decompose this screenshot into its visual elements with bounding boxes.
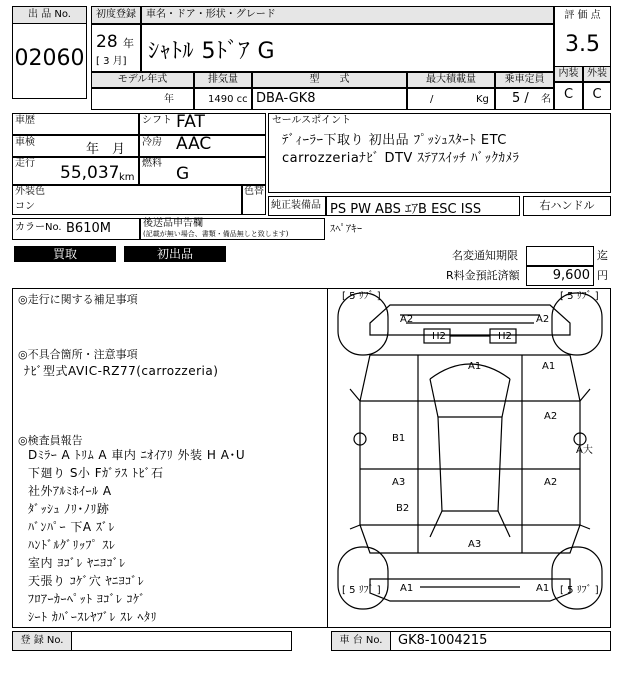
later-equip-note: (記載が無い場合、書類・備品無しと致します): [143, 230, 289, 238]
type-value: DBA-GK8: [256, 91, 316, 106]
exterior-label: 外装: [583, 66, 611, 82]
shift-value: FAT: [176, 112, 205, 132]
ac-value: AAC: [176, 134, 212, 154]
first-reg-label: 初度登録: [91, 6, 141, 24]
mark-b2-left-quarter: B2: [396, 503, 410, 514]
tire-rear-right: [552, 547, 602, 609]
handle-value: 右ハンドル: [539, 199, 595, 212]
inspector-line: ﾌﾛｱｰｶｰﾍﾟｯﾄ ﾖｺﾞﾚ ｺｹﾞ: [28, 592, 146, 606]
name-change-label: 名変通知期限: [452, 249, 518, 262]
inspector-line: ﾊﾝﾄﾞﾙｸﾞﾘｯﾌﾟ ｽﾚ: [28, 538, 116, 552]
lot-label: 出 品 No.: [12, 6, 87, 24]
mark-a1-hood: A1: [468, 361, 482, 372]
inspection-label: 車検: [15, 137, 35, 148]
capacity-value: 5 /: [512, 91, 529, 106]
max-load-label: 最大積載量: [407, 72, 495, 88]
year-value: 28 年: [96, 32, 135, 52]
score-label: 評 価 点: [564, 10, 601, 21]
tire-label-rr: [ 5 ﾘﾌﾞ ]: [560, 585, 599, 596]
inspector-line: ﾊﾞﾝﾊﾟｰ 下A ｽﾞﾚ: [28, 520, 115, 534]
mark-a2-right-door: A2: [544, 411, 558, 422]
model-year-cell: [91, 88, 194, 110]
mark-a-large: A大: [576, 445, 593, 456]
mark-a2-right-rear: A2: [544, 477, 558, 488]
displacement-label: 排気量: [194, 72, 252, 88]
color-no-label: カラーNo.: [15, 222, 62, 233]
car-body-outline: [360, 355, 580, 553]
capacity-unit: 名: [541, 94, 551, 105]
later-equip-label: 後送品申告欄: [143, 218, 203, 229]
first-listing-button[interactable]: 初出品: [124, 246, 226, 262]
mark-a3-rear: A3: [468, 539, 482, 550]
defects-title: ◎不具合箇所・注意事項: [18, 348, 138, 361]
capacity-label: 乗車定員: [495, 72, 554, 88]
sales-points-line2: carrozzeriaﾅﾋﾞ DTV ｽﾃｱｽｲｯﾁ ﾊﾞｯｸｶﾒﾗ: [282, 151, 520, 166]
inspector-line: ｼｰﾄ ｶﾊﾞｰｽﾚﾔﾌﾞﾚ ｽﾚ ﾍﾀﾘ: [28, 610, 157, 624]
fuel-label: 燃料: [142, 158, 162, 169]
max-load-value: /: [430, 94, 434, 105]
ext-color-value: コン: [15, 201, 35, 212]
type-label: 型 式: [252, 72, 407, 88]
inspector-line: 室内 ﾖｺﾞﾚ ﾔﾆﾖｺﾞﾚ: [28, 556, 126, 570]
car-damage-diagram: [330, 289, 610, 627]
inspector-line: 社外ｱﾙﾐﾎｲｰﾙ A: [28, 484, 112, 498]
mileage-value: 55,037: [60, 163, 120, 183]
inspector-line: 下廻り S小 Fｶﾞﾗｽ ﾄﾋﾞ石: [28, 466, 164, 480]
name-change-box: [526, 246, 594, 266]
recycle-value: 9,600: [552, 268, 590, 283]
mileage-unit: km: [119, 172, 135, 183]
inspector-line: Dﾐﾗｰ A ﾄﾘﾑ A 車内 ﾆｵｲｱﾘ 外装 H A･U: [28, 448, 246, 462]
history-label: 車歴: [15, 115, 35, 126]
displacement-value: 1490 cc: [208, 94, 248, 105]
defects-line: ﾅﾋﾞ型式AVIC-RZ77(carrozzeria): [24, 364, 219, 378]
mark-b1-left-door: B1: [392, 433, 406, 444]
name-change-unit: 迄: [597, 249, 608, 262]
max-load-unit: Kg: [476, 94, 489, 105]
inspector-line: 天張り ｺｹﾞ穴 ﾔﾆﾖｺﾞﾚ: [28, 574, 145, 588]
spare-key: ｽﾍﾟｱｷｰ: [330, 224, 363, 235]
model-year-value: 年: [164, 94, 174, 105]
interior-value: C: [563, 87, 574, 102]
tire-rear-left: [338, 547, 388, 609]
tire-label-fr: [ 5 ﾘﾌﾞ ]: [560, 291, 599, 302]
month-value: [ 3 月]: [96, 56, 127, 67]
mark-a3-left-rear: A3: [392, 477, 406, 488]
driving-title: ◎走行に関する補足事項: [18, 293, 138, 306]
reg-no-label: 登 録 No.: [12, 631, 72, 651]
exterior-value: C: [592, 87, 602, 102]
chassis-label: 車 台 No.: [331, 631, 391, 651]
chassis-value: GK8-1004215: [398, 633, 488, 648]
tire-label-fl: [ 5 ﾘﾌﾞ ]: [342, 291, 381, 302]
inspection-value: 年 月: [86, 142, 126, 157]
shift-label: シフト: [142, 115, 172, 126]
sales-points-label: セールスポイント: [272, 115, 352, 126]
car-name: ｼｬﾄﾙ 5ﾄﾞｱ G: [148, 39, 276, 64]
tire-label-rl: [ 5 ﾘﾌﾞ ]: [342, 585, 381, 596]
mark-a1-rear-left: A1: [400, 583, 414, 594]
mileage-label: 走行: [15, 158, 35, 169]
vehicle-label: 車名・ドア・形状・グレード: [141, 6, 554, 24]
score-value: 3.5: [565, 32, 600, 57]
mark-h2-left: H2: [432, 331, 446, 342]
mark-a2-front-left: A2: [400, 314, 414, 325]
ext-color-cell: [12, 185, 242, 215]
ac-label: 冷房: [142, 137, 162, 148]
inspector-title: ◎検査員報告: [18, 434, 83, 447]
equipment-label: 純正装備品: [271, 200, 321, 211]
inspector-line: ﾀﾞｯｼｭ ﾉﾘ･ﾉﾘ跡: [28, 502, 110, 516]
recycle-unit: 円: [597, 269, 608, 282]
color-change-label: 色替: [244, 186, 264, 197]
tire-front-right: [552, 293, 602, 355]
ext-color-label: 外装色: [15, 186, 45, 197]
mark-a2-front-right: A2: [536, 314, 550, 325]
remarks-divider: [327, 288, 328, 628]
fuel-value: G: [176, 164, 190, 184]
tire-front-left: [338, 293, 388, 355]
recycle-label: R料金預託済額: [446, 269, 520, 282]
interior-label: 内装: [554, 66, 583, 82]
lot-number: 02060: [14, 46, 85, 71]
model-year-label: モデル年式: [91, 72, 194, 88]
mark-a1-rear-right: A1: [536, 583, 550, 594]
mark-a1-right-fender: A1: [542, 361, 556, 372]
buy-button[interactable]: 買取: [14, 246, 116, 262]
mark-h2-right: H2: [498, 331, 512, 342]
color-no-value: B610M: [66, 221, 111, 236]
equipment-value: PS PW ABS ｴｱB ESC ISS: [330, 202, 482, 217]
sales-points-line1: ﾃﾞｨｰﾗｰ下取り 初出品 ﾌﾟｯｼｭｽﾀｰﾄ ETC: [282, 133, 507, 148]
